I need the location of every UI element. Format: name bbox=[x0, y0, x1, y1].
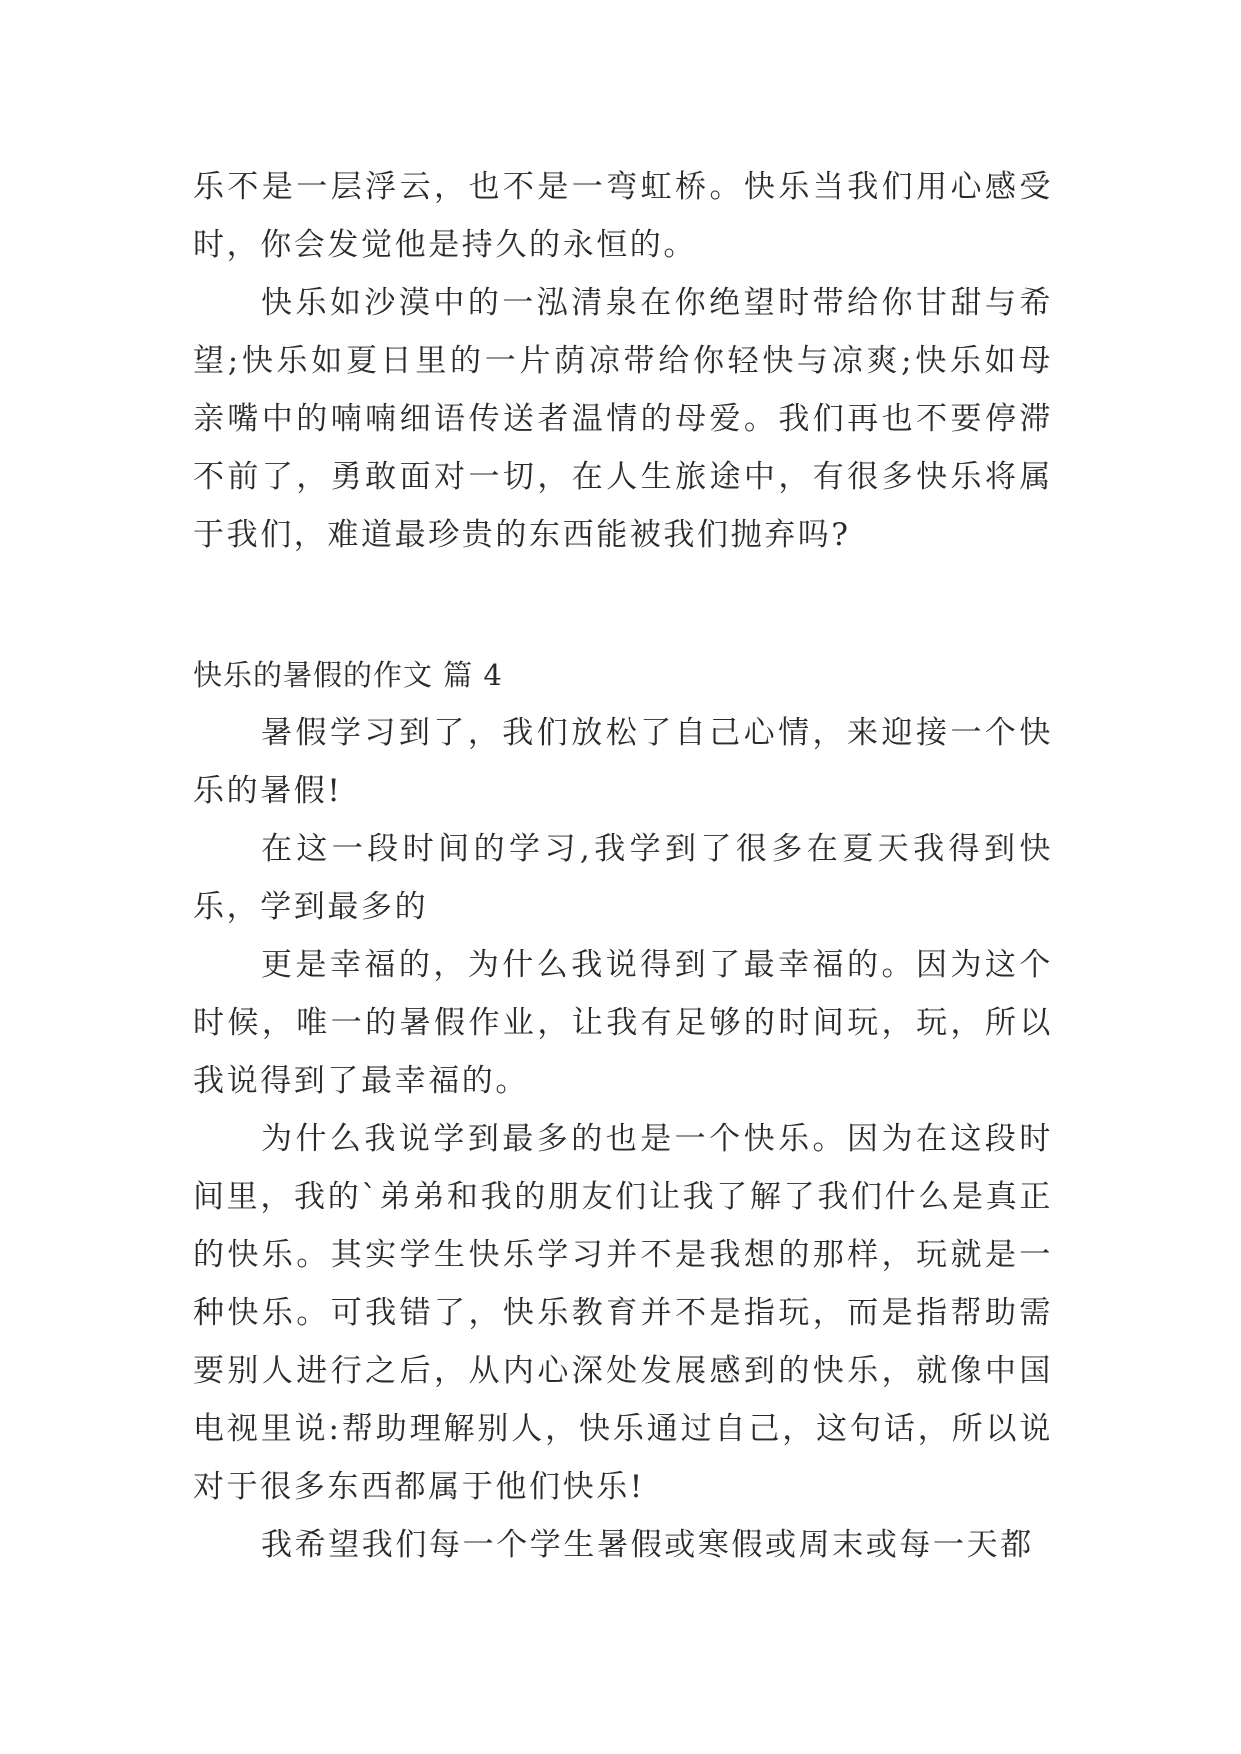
document-page bbox=[193, 158, 1053, 1574]
continuation-paragraph: 乐不是一层浮云，也不是一弯虹桥。快乐当我们用心感受时，你会发觉他是持久的永恒的。 bbox=[193, 169, 1053, 263]
body-paragraph-1: 暑假学习到了，我们放松了自己心情，来迎接一个快乐的暑假! bbox=[193, 715, 1053, 809]
body-paragraph-5: 我希望我们每一个学生暑假或寒假或周末或每一天都 bbox=[261, 1527, 1034, 1563]
section-title: 快乐的暑假的作文 篇 4 bbox=[193, 658, 503, 692]
body-paragraph-3: 更是幸福的，为什么我说得到了最幸福的。因为这个时候，唯一的暑假作业，让我有足够的时间玩，玩，所以我说得到了最幸福的。 bbox=[193, 947, 1053, 1099]
body-paragraph-2: 在这一段时间的学习,我学到了很多在夏天我得到快乐，学到最多的 bbox=[193, 831, 1053, 925]
desert-spring-paragraph: 快乐如沙漠中的一泓清泉在你绝望时带给你甘甜与希望;快乐如夏日里的一片荫凉带给你轻快与凉爽;快乐如母亲嘴中的喃喃细语传送者温情的母爱。我们再也不要停滞不前了，勇敢面对一切，在人生旅途中，有很多快乐将属于我们，难道最珍贵的东西能被我们抛弃吗? bbox=[193, 285, 1053, 553]
body-paragraph-4: 为什么我说学到最多的也是一个快乐。因为在这段时间里，我的`弟弟和我的朋友们让我了解了我们什么是真正的快乐。其实学生快乐学习并不是我想的那样，玩就是一种快乐。可我错了，快乐教育并不是指玩，而是指帮助需要别人进行之后，从内心深处发展感到的快乐，就像中国电视里说:帮助理解别人，快乐通过自己，这句话，所以说对于很多东西都属于他们快乐! bbox=[193, 1121, 1053, 1505]
